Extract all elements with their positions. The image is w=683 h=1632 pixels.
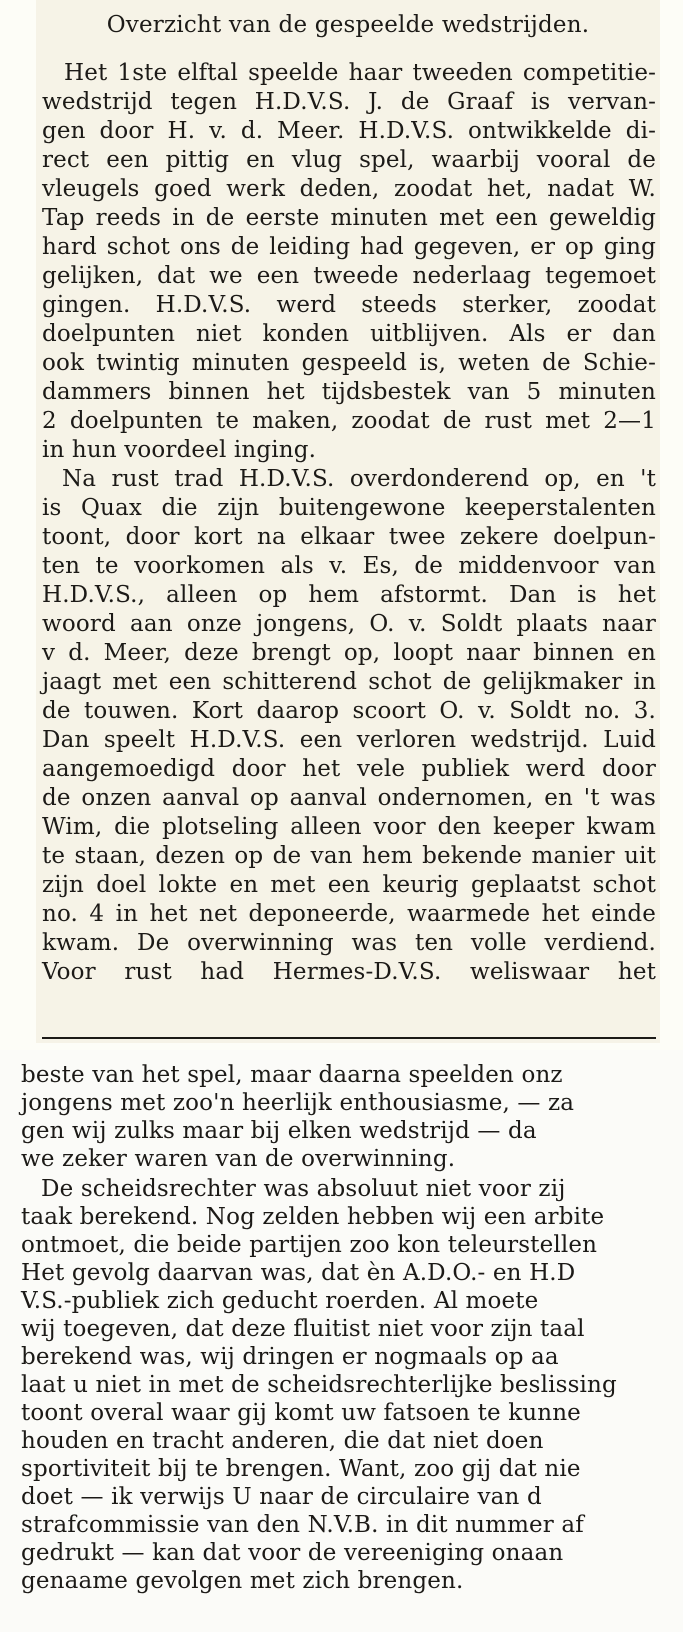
- text-line: Tap reeds in de eerste minuten met een geweldig: [42, 205, 656, 231]
- text-line: V.S.-publiek zich geducht roerden. Al moete: [21, 1288, 539, 1314]
- text-line: genaame gevolgen met zich brengen.: [21, 1568, 464, 1594]
- text-line: strafcommissie van den N.V.B. in dit nummer af: [21, 1512, 584, 1538]
- text-line: gedrukt — kan dat voor de vereeniging onaan: [21, 1540, 564, 1566]
- text-line: we zeker waren van de overwinning.: [21, 1146, 456, 1172]
- text-line: De scheidsrechter was absoluut niet voor zij: [41, 1176, 566, 1202]
- text-line: ook twintig minuten gespeeld is, weten de Schie-: [42, 350, 656, 376]
- text-line: berekend was, wij dringen er nogmaals op aa: [21, 1344, 559, 1370]
- text-line: Dan speelt H.D.V.S. een verloren wedstrijd. Luid: [42, 727, 656, 753]
- text-line: dammers binnen het tijdsbestek van 5 minuten: [42, 379, 656, 405]
- text-line: sportiviteit bij te brengen. Want, zoo gij dat nie: [21, 1456, 581, 1482]
- text-line: toont, door kort na elkaar twee zekere doelpun-: [42, 524, 656, 550]
- text-line: doelpunten niet konden uitblijven. Als er dan: [42, 321, 656, 347]
- text-line: kwam. De overwinning was ten volle verdiend.: [42, 930, 656, 956]
- text-line: gingen. H.D.V.S. werd steeds sterker, zoodat: [42, 292, 656, 318]
- text-line: vleugels goed werk deden, zoodat het, nadat W.: [42, 176, 656, 202]
- text-line: Voor rust had Hermes-D.V.S. weliswaar het: [42, 959, 656, 985]
- text-line: Het 1ste elftal speelde haar tweeden competitie-: [64, 60, 656, 86]
- column-divider: [42, 1037, 656, 1039]
- text-line: 2 doelpunten te maken, zoodat de rust met 2—1: [42, 408, 656, 434]
- text-line: toont overal waar gij komt uw fatsoen te kunne: [21, 1400, 581, 1426]
- text-line: v d. Meer, deze brengt op, loopt naar binnen en: [42, 640, 656, 666]
- text-line: ten te voorkomen als v. Es, de middenvoor van: [42, 553, 656, 579]
- text-line: jaagt met een schitterend schot de gelijkmaker in: [42, 669, 656, 695]
- text-line: beste van het spel, maar daarna speelden onz: [21, 1062, 563, 1088]
- text-line: wedstrijd tegen H.D.V.S. J. de Graaf is vervan-: [42, 89, 656, 115]
- text-line: zijn doel lokte en met een keurig geplaatst schot: [42, 872, 656, 898]
- text-line: doet — ik verwijs U naar de circulaire van d: [21, 1484, 542, 1510]
- text-line: Wim, die plotseling alleen voor den keeper kwam: [42, 814, 656, 840]
- text-line: in hun voordeel inging.: [42, 437, 317, 463]
- text-line: Na rust trad H.D.V.S. overdonderend op, en 't: [62, 466, 656, 492]
- text-line: gelijken, dat we een tweede nederlaag tegemoet: [42, 263, 656, 289]
- text-line: wij toegeven, dat deze fluitist niet voor zijn taal: [21, 1316, 585, 1342]
- text-line: de onzen aanval op aanval ondernomen, en 't was: [42, 785, 656, 811]
- text-line: jongens met zoo'n heerlijk enthousiasme, — za: [21, 1090, 575, 1116]
- text-line: is Quax die zijn buitengewone keeperstalenten: [42, 495, 656, 521]
- text-line: ontmoet, die beide partijen zoo kon teleurstellen: [21, 1232, 598, 1258]
- text-line: hard schot ons de leiding had gegeven, er op ging: [42, 234, 656, 260]
- text-line: rect een pittig en vlug spel, waarbij vooral de: [42, 147, 656, 173]
- text-line: H.D.V.S., alleen op hem afstormt. Dan is het: [42, 582, 656, 608]
- text-line: no. 4 in het net deponeerde, waarmede het einde: [42, 901, 656, 927]
- text-line: te staan, dezen op de van hem bekende manier uit: [42, 843, 656, 869]
- text-line: houden en tracht anderen, die dat niet doen: [21, 1428, 544, 1454]
- text-line: woord aan onze jongens, O. v. Soldt plaats naar: [42, 611, 656, 637]
- text-line: de touwen. Kort daarop scoort O. v. Soldt no. 3.: [42, 698, 656, 724]
- text-line: laat u niet in met de scheidsrechterlijke beslissing: [21, 1372, 617, 1398]
- article-title: Overzicht van de gespeelde wedstrijden.: [106, 12, 590, 38]
- text-line: gen wij zulks maar bij elken wedstrijd — da: [21, 1118, 537, 1144]
- text-line: aangemoedigd door het vele publiek werd door: [42, 756, 656, 782]
- text-line: taak berekend. Nog zelden hebben wij een arbite: [21, 1204, 605, 1230]
- text-line: Het gevolg daarvan was, dat èn A.D.O.- en H.D: [21, 1260, 576, 1286]
- text-line: gen door H. v. d. Meer. H.D.V.S. ontwikkelde di-: [42, 118, 656, 144]
